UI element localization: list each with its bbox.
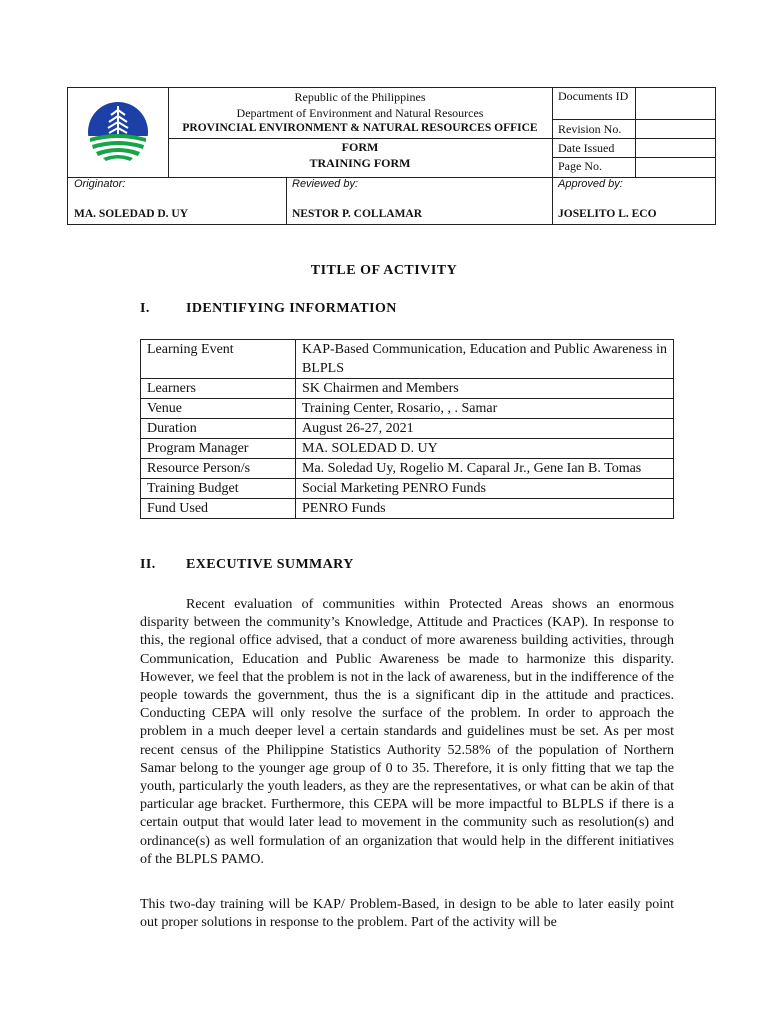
originator-label: Originator: bbox=[74, 178, 126, 190]
reviewed-by-name: NESTOR P. COLLAMAR bbox=[292, 208, 423, 220]
info-value: Social Marketing PENRO Funds bbox=[296, 479, 674, 499]
form-name: TRAINING FORM bbox=[309, 156, 411, 170]
summary-paragraph-1 bbox=[140, 596, 674, 869]
header-line-3: PROVINCIAL ENVIRONMENT & NATURAL RESOURCES OFFICE bbox=[182, 122, 538, 134]
header-line-1: Republic of the Philippines bbox=[294, 90, 426, 104]
section-number: II. bbox=[140, 557, 156, 572]
documents-id-label: Documents ID bbox=[558, 89, 629, 103]
divider bbox=[635, 88, 636, 177]
table-row bbox=[141, 479, 674, 499]
divider bbox=[168, 138, 552, 139]
section-heading-identifying bbox=[140, 301, 397, 317]
form-label: FORM bbox=[341, 140, 379, 154]
revision-no-label: Revision No. bbox=[558, 122, 622, 136]
document-header bbox=[67, 87, 716, 225]
info-label: Venue bbox=[141, 399, 296, 419]
info-value: Ma. Soledad Uy, Rogelio M. Caparal Jr., Gene Ian B. Tomas bbox=[296, 459, 674, 479]
divider bbox=[552, 138, 716, 139]
info-label: Learning Event bbox=[141, 340, 296, 379]
info-value: KAP-Based Communication, Education and Public Awareness in BLPLS bbox=[296, 340, 674, 379]
info-label: Training Budget bbox=[141, 479, 296, 499]
table-row bbox=[141, 379, 674, 399]
summary-text: Recent evaluation of communities within Protected Areas shows an enormous disparity between the community’s Knowledge, Attitude and Practices (KAP). In response to this, the regional office advised, that a conduct of more awareness building activities, through Communication, Education and Public Awareness be made to harmonize this disparity. However, we feel that the problem is not in the lack of awareness, but in the indifference of the people towards the government, thus the is a significant dip in the attitude and practices. Conducting CEPA will only resolve the surface of the problem. In order to approach the problem in a much deeper level a certain standards and guidelines must be set. As per most recent census of the Philippine Statistics Authority 52.58% of the population of Northern Samar belong to the younger age group of 0 to 35. Therefore, it is only fitting that we tap the youth, particularly the youth leaders, as they are the representatives, or what can be akin of that particular age bracket. Furthermore, this CEPA will be more impactful to BLPLS if there is a certain output that would later lead to movement in the community such as resolution(s) and ordinance(s) as well formulation of an organization that would help in the different initiatives of the BLPLS PAMO. bbox=[140, 597, 674, 867]
table-row bbox=[141, 340, 674, 379]
activity-title: TITLE OF ACTIVITY bbox=[310, 263, 458, 278]
info-value: MA. SOLEDAD D. UY bbox=[296, 439, 674, 459]
divider bbox=[552, 157, 716, 158]
divider bbox=[552, 119, 716, 120]
date-issued-label: Date Issued bbox=[558, 141, 615, 155]
approved-by-label: Approved by: bbox=[558, 178, 623, 190]
table-row bbox=[141, 499, 674, 519]
reviewed-by-label: Reviewed by: bbox=[292, 178, 359, 190]
info-value: August 26-27, 2021 bbox=[296, 419, 674, 439]
table-row bbox=[141, 439, 674, 459]
info-label: Duration bbox=[141, 419, 296, 439]
summary-paragraph-2 bbox=[140, 896, 674, 932]
info-label: Fund Used bbox=[141, 499, 296, 519]
info-label: Program Manager bbox=[141, 439, 296, 459]
info-value: PENRO Funds bbox=[296, 499, 674, 519]
denr-logo-icon bbox=[86, 100, 150, 164]
info-label: Learners bbox=[141, 379, 296, 399]
approved-by-name: JOSELITO L. ECO bbox=[558, 208, 657, 220]
page-no-label: Page No. bbox=[558, 159, 602, 173]
section-number: I. bbox=[140, 301, 150, 316]
originator-name: MA. SOLEDAD D. UY bbox=[74, 208, 189, 220]
section-title: IDENTIFYING INFORMATION bbox=[186, 301, 397, 316]
table-row bbox=[141, 419, 674, 439]
table-row bbox=[141, 459, 674, 479]
section-title: EXECUTIVE SUMMARY bbox=[186, 557, 354, 572]
summary-text: This two-day training will be KAP/ Problem-Based, in design to be able to later easily point out proper solutions in response to the problem. Part of the activity will be bbox=[140, 897, 674, 931]
info-value: SK Chairmen and Members bbox=[296, 379, 674, 399]
info-label: Resource Person/s bbox=[141, 459, 296, 479]
section-heading-summary bbox=[140, 557, 354, 573]
info-value: Training Center, Rosario, , . Samar bbox=[296, 399, 674, 419]
identifying-info-table bbox=[140, 339, 674, 519]
table-row bbox=[141, 399, 674, 419]
header-line-2: Department of Environment and Natural Resources bbox=[236, 106, 484, 120]
divider bbox=[286, 177, 287, 225]
